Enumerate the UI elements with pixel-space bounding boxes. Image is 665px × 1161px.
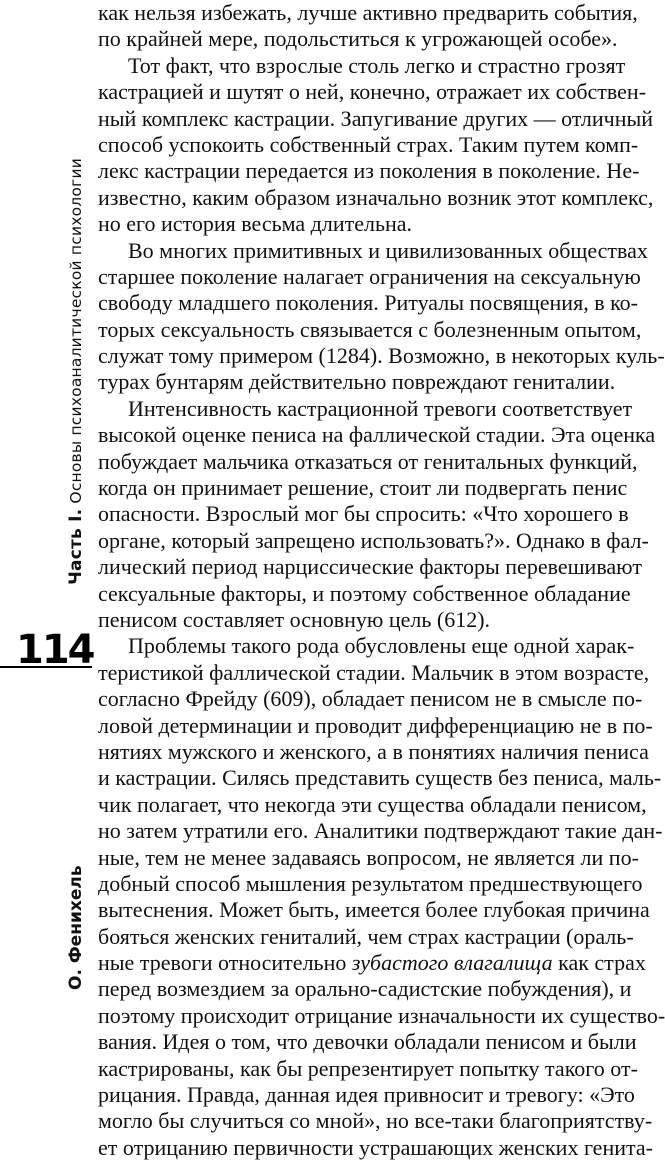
running-head-title: Основы психоаналитической психологии: [67, 158, 85, 504]
text-line: вания. Идея о том, что девочки обладали пенисом и были: [98, 1029, 637, 1055]
text-line: органе, который запрещено использовать?». Однако в фал-: [98, 527, 649, 553]
text-line: чик полагает, что некогда эти существа обладали пенисом,: [98, 791, 647, 817]
text-line: как нельзя избежать, лучше активно предварить события,: [98, 0, 638, 25]
text-line: по крайней мере, подольститься к угрожающей особе».: [98, 26, 618, 52]
emphasized-phrase: зубастого влагалища: [351, 950, 553, 976]
text-line: ные, тем не менее задаваясь вопросом, не является ли по-: [98, 844, 639, 870]
text-line: нятиях мужского и женского, а в понятиях наличия пениса: [98, 738, 649, 764]
text-line: но его история весьма длительна.: [98, 211, 413, 237]
text-line: лекс кастрации передается из поколения в поколение. Не-: [98, 158, 640, 184]
page-number: 114: [16, 627, 94, 673]
text-line: кастрированы, как бы репрезентирует попытку такого от-: [98, 1055, 638, 1081]
text-line: Во многих примитивных и цивилизованных обществах: [128, 237, 648, 263]
text-line: торых сексуальность связывается с болезненным опытом,: [98, 316, 642, 342]
text-line: свободу младшего поколения. Ритуалы посвящения, в ко-: [98, 290, 638, 316]
text-line: Тот факт, что взрослые столь легко и страстно грозят: [128, 52, 626, 78]
text-line: добный способ мышления результатом предшествующего: [98, 870, 643, 896]
running-head: [66, 158, 86, 585]
text-line: кастрацией и шутят о ней, конечно, отражает их собствен-: [98, 79, 647, 105]
text-line: служат тому примером (1284). Возможно, в некоторых куль-: [98, 343, 665, 369]
text-line: опасности. Взрослый мог бы спросить: «Что хорошего в: [98, 501, 629, 527]
text-line: теристикой фаллической стадии. Мальчик в этом возрасте,: [98, 659, 650, 685]
text-line: побуждает мальчика отказаться от генитальных функций,: [98, 448, 638, 474]
text-line: когда он принимает решение, стоит ли подвергать пенис: [98, 475, 628, 501]
text-line: лический период нарциссические факторы перевешивают: [98, 554, 642, 580]
text-line: но затем утратили его. Аналитики подтверждают такие дан-: [98, 818, 663, 844]
body-text: [98, 0, 665, 1161]
text-line: и кастрации. Силясь представить существ без пениса, маль-: [98, 765, 662, 791]
text-line: вытеснения. Может быть, имеется более глубокая причина: [98, 897, 650, 923]
text-line: способ успокоить собственный страх. Таким путем комп-: [98, 131, 639, 157]
text-line: пенисом составляет основную цель (612).: [98, 606, 491, 632]
text-line: ловой детерминации и проводит дифференциацию не в по-: [98, 712, 653, 738]
text-line: турах бунтарям действительно повреждают гениталии.: [98, 369, 616, 395]
text-line: известно, каким образом изначально возник этот комплекс,: [98, 184, 654, 210]
text-line: ный комплекс кастрации. Запугивание других — отличный: [98, 105, 654, 131]
text-line: высокой оценке пениса на фаллической стадии. Эта оценка: [98, 422, 656, 448]
text-line: ные тревоги относительно зубастого влагалища как страх: [98, 950, 646, 976]
text-line: Интенсивность кастрационной тревоги соответствует: [128, 395, 633, 421]
text-line: старшее поколение налагает ограничения на сексуальную: [98, 263, 641, 289]
text-line: сексуальные факторы, и поэтому собственное обладание: [98, 580, 631, 606]
page-number-rule: [0, 666, 92, 668]
author-name: О. Фенихель: [66, 865, 86, 990]
spine-rotated-text: [64, 158, 100, 990]
text-line: Проблемы такого рода обусловлены еще одной харак-: [128, 633, 635, 659]
text-line: согласно Фрейду (609), обладает пенисом не в смысле по-: [98, 686, 643, 712]
text-line: ет отрицанию первичности устрашающих женских генита-: [98, 1134, 653, 1160]
text-line: перед возмездием за орально-садистские побуждения), и: [98, 976, 632, 1002]
running-head-part: Часть I.: [66, 508, 86, 585]
text-line: поэтому происходит отрицание изначальности их существо-: [98, 1002, 665, 1028]
text-line: бояться женских гениталий, чем страх кастрации (ораль-: [98, 923, 634, 949]
text-line: рицания. Правда, данная идея привносит и тревогу: «Это: [98, 1082, 635, 1108]
text-line: могло бы случиться со мной», но все-таки благоприятству-: [98, 1108, 653, 1134]
